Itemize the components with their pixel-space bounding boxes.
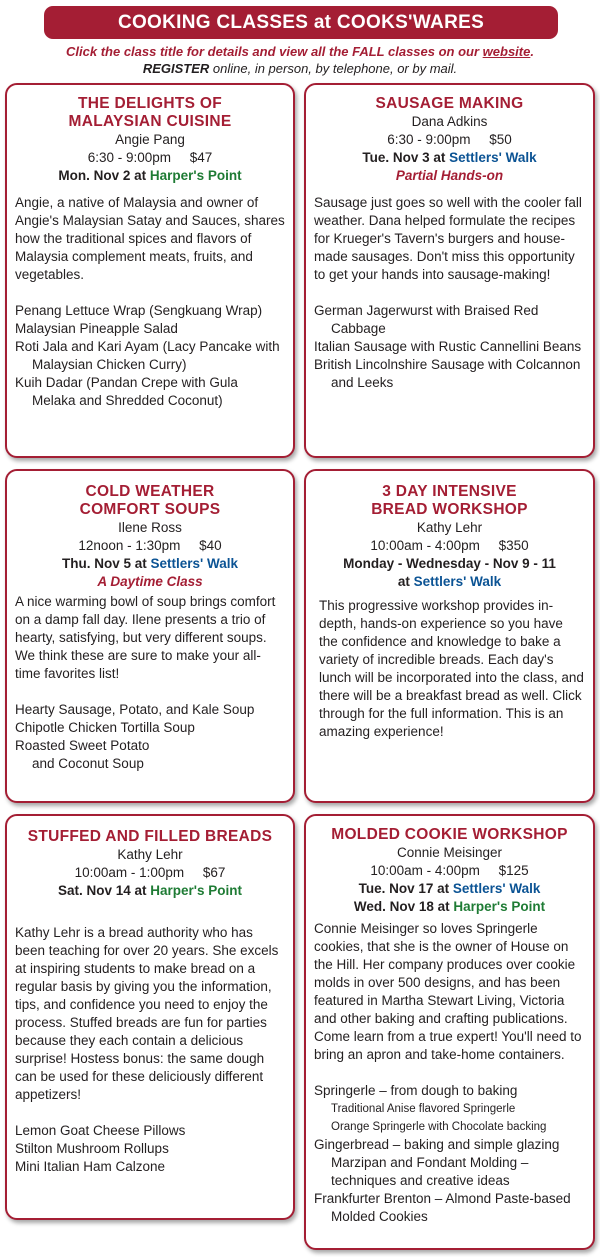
menu-item: Lemon Goat Cheese Pillows: [15, 1123, 186, 1138]
menu-item: German Jagerwurst with Braised Red Cabbage: [314, 303, 539, 336]
register-text: online, in person, by telephone, or by mail.: [209, 61, 458, 76]
date-text: Sat. Nov 14 at: [57, 883, 147, 898]
instructions-line: [0, 44, 600, 59]
menu-item: Gingerbread – baking and simple glazing Marzipan and Fondant Molding – techniques and creative ideas: [314, 1137, 560, 1188]
class-date: Monday - Wednesday - Nov 9 - 11: [343, 556, 556, 571]
class-description: Sausage just goes so well with the cooler fall weather. Dana helped formulate the recipes for Krueger's Tavern's burgers and house-made sausages. Don't miss this opportunity to get your hands into sausage-making!: [314, 195, 582, 282]
class-time-price: 12noon - 1:30pm $40: [78, 538, 222, 553]
location-settlers-walk: Settlers' Walk: [150, 556, 239, 571]
menu-item: Roasted Sweet Potato and Coconut Soup: [15, 738, 150, 771]
class-card-stuffed-breads: [5, 814, 295, 1220]
class-info: [314, 113, 585, 185]
class-body: [15, 924, 285, 1176]
class-info: [15, 846, 285, 900]
instructor-name: Ilene Ross: [118, 520, 182, 535]
class-title-link[interactable]: THE DELIGHTS OF MALAYSIAN CUISINE: [68, 95, 232, 130]
location-settlers-walk: Settlers' Walk: [413, 574, 502, 589]
menu-subitem: Orange Springerle with Chocolate backing: [331, 1121, 547, 1133]
class-info: [15, 131, 285, 185]
date-text: Tue. Nov 17 at: [358, 881, 450, 896]
class-title-link[interactable]: MOLDED COOKIE WORKSHOP: [331, 826, 568, 843]
class-title-link[interactable]: 3 DAY INTENSIVE BREAD WORKSHOP: [371, 483, 528, 518]
menu-list: [15, 701, 285, 773]
class-time-price: 6:30 - 9:00pm $47: [87, 150, 213, 165]
instructor-name: Dana Adkins: [411, 114, 488, 129]
class-date: [314, 149, 585, 167]
menu-item: Stilton Mushroom Rollups: [15, 1141, 169, 1156]
menu-item: Mini Italian Ham Calzone: [15, 1159, 166, 1174]
instructions-period: .: [530, 44, 534, 59]
class-description: A nice warming bowl of soup brings comfort on a damp fall day. Ilene presents a trio of hearty, satisfying, but very different soups. We think these are sure to make your all-time favorites list!: [15, 594, 276, 681]
location-harpers-point: Harper's Point: [149, 168, 242, 183]
instructions-text: Click the class title for details and view all the FALL classes on our: [66, 44, 483, 59]
class-date: [15, 555, 285, 573]
class-time-price: 6:30 - 9:00pm $50: [387, 132, 512, 147]
class-description: This progressive workshop provides in-depth, hands-on experience so you have the confidence and knowledge to bake a variety of incredible breads. Each day's lunch will be incorporated into the class, and there will be a breakfast bread as well. Click through for the full information. This is an amazing experience!: [319, 598, 584, 739]
class-title-link[interactable]: COLD WEATHER COMFORT SOUPS: [79, 483, 221, 518]
class-card-sausage: [304, 83, 595, 458]
menu-item: Italian Sausage with Rustic Cannellini Beans: [314, 339, 582, 354]
class-time-price: 10:00am - 1:00pm $67: [74, 865, 226, 880]
page-title-banner: [44, 6, 558, 39]
date-text: Thu. Nov 5 at: [61, 556, 147, 571]
location-harpers-point: Harper's Point: [150, 883, 243, 898]
menu-item: Chipotle Chicken Tortilla Soup: [15, 720, 195, 735]
menu-item: Roti Jala and Kari Ayam (Lacy Pancake with Malaysian Chicken Curry): [15, 339, 280, 372]
class-date: [15, 882, 285, 900]
class-location-line: [314, 573, 585, 591]
website-link[interactable]: website: [482, 44, 531, 59]
class-body: [15, 194, 285, 410]
date-text: Mon. Nov 2 at: [58, 168, 147, 183]
class-body: [314, 920, 585, 1226]
menu-list: [15, 1122, 285, 1176]
location-settlers-walk: Settlers' Walk: [449, 150, 537, 165]
instructor-name: Kathy Lehr: [416, 520, 483, 535]
class-card-molded-cookie: [304, 814, 595, 1250]
class-card-soups: [5, 469, 295, 803]
class-card-malaysian: [5, 83, 295, 458]
menu-item: Frankfurter Brenton – Almond Paste-based Molded Cookies: [314, 1191, 571, 1224]
class-body: [314, 194, 585, 392]
class-description: Angie, a native of Malaysia and owner of Angie's Malaysian Satay and Sauces, shares how the traditional spices and flavors of Malaysia complement meats, fruits, and vegetables.: [15, 195, 285, 282]
menu-list: [314, 302, 585, 392]
class-body: [15, 593, 285, 773]
menu-subitem: Traditional Anise flavored Springerle: [331, 1103, 516, 1115]
class-info: [15, 519, 285, 591]
class-note: A Daytime Class: [97, 574, 203, 589]
menu-item: Kuih Dadar (Pandan Crepe with Gula Melaka and Shredded Coconut): [15, 375, 238, 408]
menu-item: British Lincolnshire Sausage with Colcannon and Leeks: [314, 357, 581, 390]
instructor-name: Connie Meisinger: [396, 845, 503, 860]
date-text: at: [397, 574, 410, 589]
class-card-bread-workshop: [304, 469, 595, 803]
class-description: Kathy Lehr is a bread authority who has been teaching for over 20 years. She excels at inspiring students to make bread on a regular basis by giving you the information, tips, and confidence you need to enjoy the process. Stuffed breads are fun for parties because they each contain a delicious surprise! Hostess bonus: the same dough can be used for these deliciously different appetizers!: [15, 925, 279, 1102]
class-date: [15, 167, 285, 185]
class-info: [314, 844, 585, 916]
menu-item: Springerle – from dough to baking: [314, 1083, 518, 1098]
class-title-link[interactable]: SAUSAGE MAKING: [375, 95, 524, 112]
menu-item: Malaysian Pineapple Salad: [15, 321, 178, 336]
class-body: [314, 597, 585, 741]
page-title: COOKING CLASSES at COOKS'WARES: [117, 11, 485, 33]
class-title-link[interactable]: STUFFED AND FILLED BREADS: [27, 828, 273, 845]
location-settlers-walk: Settlers' Walk: [452, 881, 541, 896]
class-date: [314, 880, 585, 898]
menu-item: Hearty Sausage, Potato, and Kale Soup: [15, 702, 255, 717]
class-description: Connie Meisinger so loves Springerle cookies, that she is the owner of House on the Hill. Her company produces over cookie molds in over 500 designs, and has been featured in Martha Stewart Living, Victoria and other baking and crafting publications. Come learn from a true expert! You'll need to bring an apron and take-home containers.: [314, 921, 582, 1062]
date-text: Wed. Nov 18 at: [353, 899, 450, 914]
menu-item: Penang Lettuce Wrap (Sengkuang Wrap): [15, 303, 263, 318]
class-note: Partial Hands-on: [395, 168, 504, 183]
class-info: [314, 519, 585, 591]
instructor-name: Angie Pang: [115, 132, 185, 147]
register-label: REGISTER: [142, 61, 210, 76]
class-time-price: 10:00am - 4:00pm $125: [370, 863, 529, 878]
class-date: [314, 898, 585, 916]
menu-list: [314, 1082, 585, 1226]
date-text: Tue. Nov 3 at: [362, 150, 446, 165]
location-harpers-point: Harper's Point: [453, 899, 546, 914]
class-time-price: 10:00am - 4:00pm $350: [370, 538, 529, 553]
instructor-name: Kathy Lehr: [117, 847, 183, 862]
register-line: [0, 61, 600, 76]
menu-list: [15, 302, 285, 410]
